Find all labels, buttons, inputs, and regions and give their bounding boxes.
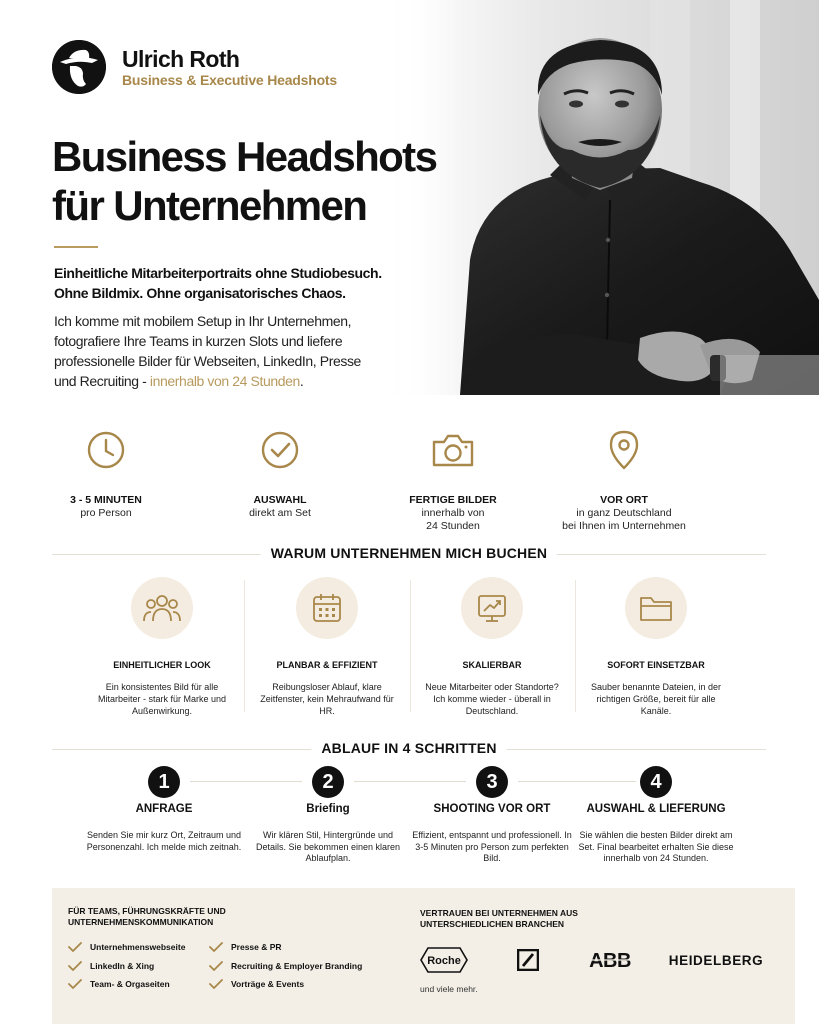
use-case-label: Presse & PR <box>231 942 282 952</box>
heidelberg-logo <box>660 946 772 974</box>
title-divider <box>54 246 98 248</box>
step-title: SHOOTING VOR ORT <box>433 803 551 815</box>
reason-scalable <box>410 577 574 717</box>
roche-logo-text: Roche <box>427 955 461 967</box>
lead-line-2: Ohne Bildmix. Ohne organisatorisches Chaos. <box>54 285 346 301</box>
feature-title: FERTIGE BILDER <box>409 494 497 506</box>
step-desc: Wir klären Stil, Hintergründe und Details. Sie bekommen einen klaren Ablaufplan. <box>255 830 401 863</box>
team-icon <box>131 577 193 639</box>
feature-title: 3 - 5 MINUTEN <box>70 494 142 506</box>
step-desc: Senden Sie mir kurz Ort, Zeitraum und Personenzahl. Ich melde mich zeitnah. <box>86 830 242 852</box>
reason-desc: Reibungsloser Ablauf, klare Zeitfenster, kein Mehraufwand für HR. <box>260 682 394 716</box>
why-heading: WARUM UNTERNEHMEN MICH BUCHEN <box>261 545 557 561</box>
feature-title: VOR ORT <box>600 494 648 506</box>
feature-text-2: bei Ihnen im Unternehmen <box>562 520 686 532</box>
audience-title: FÜR TEAMS, FÜHRUNGSKRÄFTE UND UNTERNEHMENSKOMMUNIKATION <box>68 906 226 927</box>
deutsche-bank-logo <box>516 948 540 972</box>
growth-chart-icon <box>461 577 523 639</box>
feature-selection <box>200 428 360 520</box>
checkmark-icon <box>68 979 82 989</box>
trust-title: VERTRAUEN BEI UNTERNEHMEN AUS UNTERSCHIEDLICHEN BRANCHEN <box>420 908 578 929</box>
heidelberg-logo-text: HEIDELBERG <box>668 953 764 968</box>
checkmark-icon <box>209 979 223 989</box>
brand-logo[interactable] <box>52 40 337 94</box>
reason-plannable <box>245 577 409 717</box>
use-case-item <box>209 942 282 952</box>
reason-desc: Sauber benannte Dateien, in der richtigen Größe, bereit für alle Kanäle. <box>590 682 722 716</box>
step-number: 1 <box>148 766 180 798</box>
step-number: 3 <box>476 766 508 798</box>
calendar-icon <box>296 577 358 639</box>
folder-icon <box>625 577 687 639</box>
feature-duration <box>26 428 186 520</box>
use-case-item <box>68 961 154 971</box>
camera-icon <box>373 428 533 472</box>
feature-title: AUSWAHL <box>253 494 307 506</box>
step-1 <box>84 766 244 853</box>
feature-text: pro Person <box>80 507 132 519</box>
why-section-heading <box>52 545 766 565</box>
clock-icon <box>26 428 186 472</box>
step-number: 4 <box>640 766 672 798</box>
brand-tagline: Business & Executive Headshots <box>122 71 337 88</box>
reason-consistent-look <box>80 577 244 717</box>
step-title: ANFRAGE <box>135 803 193 815</box>
reason-ready-to-use <box>574 577 738 717</box>
checkmark-icon <box>209 961 223 971</box>
use-case-item <box>209 979 304 989</box>
feature-delivery <box>373 428 533 533</box>
title-line-2: für Unternehmen <box>52 182 367 229</box>
feature-text: direkt am Set <box>249 507 311 519</box>
logo-mark-icon <box>52 40 106 94</box>
step-3 <box>412 766 572 865</box>
abb-logo-text: ABB <box>589 950 631 972</box>
roche-logo <box>420 946 468 974</box>
footer-panel <box>52 888 795 1024</box>
use-case-label: Unternehmenswebseite <box>90 942 186 952</box>
use-case-label: Recruiting & Employer Branding <box>231 961 363 971</box>
step-4 <box>576 766 736 865</box>
feature-text: innerhalb von <box>421 507 485 519</box>
hero-body <box>54 311 384 391</box>
use-case-item <box>209 961 362 971</box>
use-case-label: Team- & Orgaseiten <box>90 979 170 989</box>
reason-desc: Neue Mitarbeiter oder Standorte? Ich komme wieder - überall in Deutschland. <box>425 682 559 716</box>
lead-line-1: Einheitliche Mitarbeiterportraits ohne Studiobesuch. <box>54 265 382 281</box>
process-section-heading <box>52 740 766 760</box>
feature-text-2: 24 Stunden <box>426 520 480 532</box>
reason-title: SOFORT EINSETZBAR <box>607 660 705 670</box>
step-title: Briefing <box>306 803 350 815</box>
abb-logo <box>582 946 638 974</box>
reason-desc: Ein konsistentes Bild für alle Mitarbeiter - stark für Marke und Außenwirkung. <box>97 682 227 716</box>
use-case-label: LinkedIn & Xing <box>90 961 155 971</box>
checkmark-icon <box>209 942 223 952</box>
step-title: AUSWAHL & LIEFERUNG <box>586 803 726 815</box>
use-case-label: Vorträge & Events <box>231 979 305 989</box>
more-clients-note: und viele mehr. <box>420 984 478 994</box>
brand-name: Ulrich Roth <box>122 45 240 72</box>
reason-title: EINHEITLICHER LOOK <box>113 660 211 670</box>
feature-location <box>544 428 704 533</box>
location-pin-icon <box>544 428 704 472</box>
hero-body-text: Ich komme mit mobilem Setup in Ihr Unternehmen, fotografiere Ihre Teams in kurzen Slots und liefere professionelle Bilder für Webseiten, LinkedIn, Presse und Recruiting - <box>54 313 361 389</box>
hero-lead <box>54 263 414 303</box>
hero-body-accent: innerhalb von 24 Stunden <box>149 373 300 389</box>
page-title <box>52 132 472 230</box>
process-heading: ABLAUF IN 4 SCHRITTEN <box>311 740 506 756</box>
step-desc: Effizient, entspannt und professionell. In 3-5 Minuten pro Person zum perfekten Bild. <box>412 830 572 863</box>
step-number: 2 <box>312 766 344 798</box>
checkmark-icon <box>68 942 82 952</box>
feature-text: in ganz Deutschland <box>576 507 672 519</box>
use-case-item <box>68 979 170 989</box>
checkmark-icon <box>68 961 82 971</box>
hero-body-end: . <box>299 373 304 389</box>
use-case-item <box>68 942 185 952</box>
title-line-1: Business Headshots <box>52 133 437 180</box>
reason-title: PLANBAR & EFFIZIENT <box>276 660 378 670</box>
check-circle-icon <box>200 428 360 472</box>
step-desc: Sie wählen die besten Bilder direkt am Set. Final bearbeitet erhalten Sie diese innerhalb von 24 Stunden. <box>578 830 734 863</box>
step-2 <box>248 766 408 865</box>
reason-title: SKALIERBAR <box>462 660 522 670</box>
